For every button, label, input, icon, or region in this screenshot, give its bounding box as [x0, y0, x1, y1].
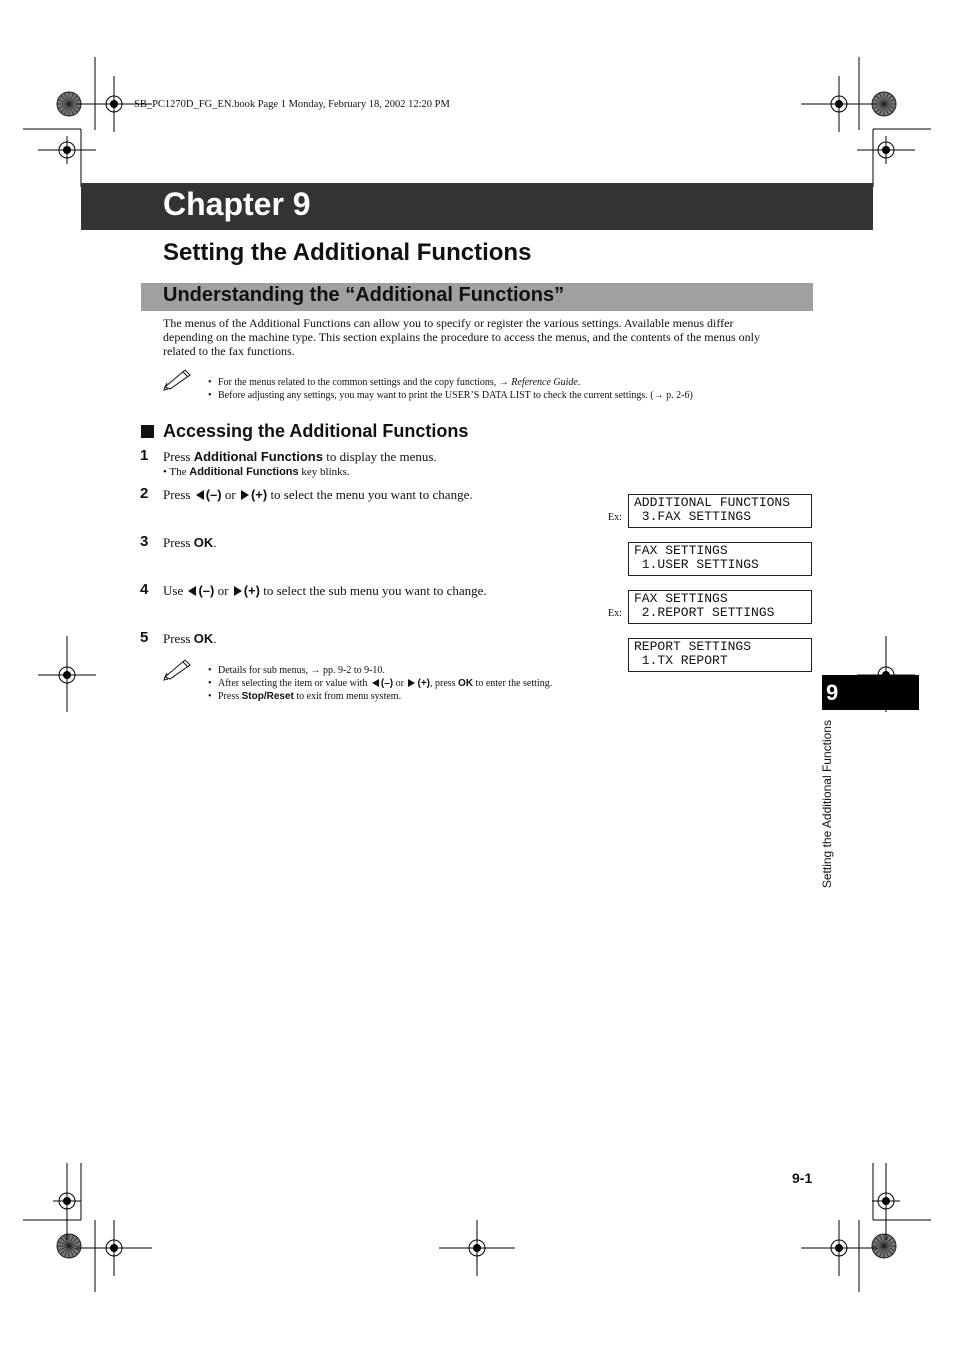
lcd-display: FAX SETTINGS 1.USER SETTINGS [628, 542, 812, 576]
additional-functions-key: Additional Functions [193, 449, 323, 464]
chapter-tab-number: 9 [826, 680, 839, 705]
step-2-text: Press (–) or (+) to select the menu you want to change. [163, 487, 473, 502]
right-arrow-icon [408, 679, 415, 687]
plus-key: (+) [250, 487, 268, 502]
intro-line: The menus of the Additional Functions can allow you to specify or register the various settings. Available menus differ [163, 316, 734, 330]
side-running-title [817, 720, 837, 902]
reference-guide-ref: Reference Guide [511, 377, 578, 388]
minus-key: (–) [198, 583, 215, 598]
note-item: • Details for sub menus, → pp. 9-2 to 9-10. [208, 665, 385, 676]
right-arrow-icon [241, 490, 249, 500]
section-title: Setting the Additional Functions [163, 239, 532, 266]
access-heading: Accessing the Additional Functions [141, 421, 468, 442]
left-arrow-icon [188, 586, 196, 596]
step-3-text: Press OK. [163, 535, 217, 550]
square-bullet-icon [141, 425, 154, 438]
step-number: 4 [140, 581, 149, 598]
pencil-note-icon [163, 657, 193, 681]
side-running-title-text: Setting the Additional Functions [820, 720, 834, 889]
example-label: Ex: [608, 512, 622, 523]
print-header: SB_PC1270D_FG_EN.book Page 1 Monday, February 18, 2002 12:20 PM [134, 99, 450, 110]
note-item: • After selecting the item or value with (–) or (+), press OK to enter the setting. [208, 678, 553, 689]
intro-line: depending on the machine type. This section explains the procedure to access the menus, and the contents of the menus only [163, 330, 760, 344]
subsection-title: Understanding the “Additional Functions” [163, 284, 565, 306]
plus-key: (+) [243, 583, 260, 598]
ok-key: OK [193, 535, 214, 550]
step-number: 1 [140, 447, 149, 464]
step-1-text: Press Additional Functions to display the menus. [163, 449, 437, 464]
example-label: Ex: [608, 608, 622, 619]
intro-line: related to the fax functions. [163, 344, 295, 358]
intro-paragraph [163, 316, 813, 358]
pencil-note-icon [163, 367, 193, 391]
lcd-display: FAX SETTINGS 2.REPORT SETTINGS [628, 590, 812, 624]
note-list [208, 664, 552, 703]
lcd-display: ADDITIONAL FUNCTIONS 3.FAX SETTINGS [628, 494, 812, 528]
step-number: 3 [140, 533, 149, 550]
step-number: 2 [140, 485, 149, 502]
right-arrow-icon [234, 586, 242, 596]
ok-key: OK [193, 631, 214, 646]
lcd-display: REPORT SETTINGS 1.TX REPORT [628, 638, 812, 672]
step-4-text: Use (–) or (+) to select the sub menu you want to change. [163, 583, 487, 598]
note-list [208, 376, 693, 402]
note-item: • For the menus related to the common settings and the copy functions, → Reference Guide. [208, 377, 581, 388]
minus-key: (–) [205, 487, 222, 502]
step-number: 5 [140, 629, 149, 646]
step-5-text: Press OK. [163, 631, 217, 646]
note-item: • Before adjusting any settings, you may want to print the USER’S DATA LIST to check the current settings. (→ p. 2-6) [208, 390, 693, 401]
note-item: • Press Stop/Reset to exit from menu system. [208, 691, 402, 702]
chapter-title: Chapter 9 [163, 186, 311, 222]
left-arrow-icon [372, 679, 379, 687]
page-number: 9-1 [792, 1170, 813, 1186]
step-1-note: • The Additional Functions key blinks. [163, 466, 350, 478]
left-arrow-icon [196, 490, 204, 500]
